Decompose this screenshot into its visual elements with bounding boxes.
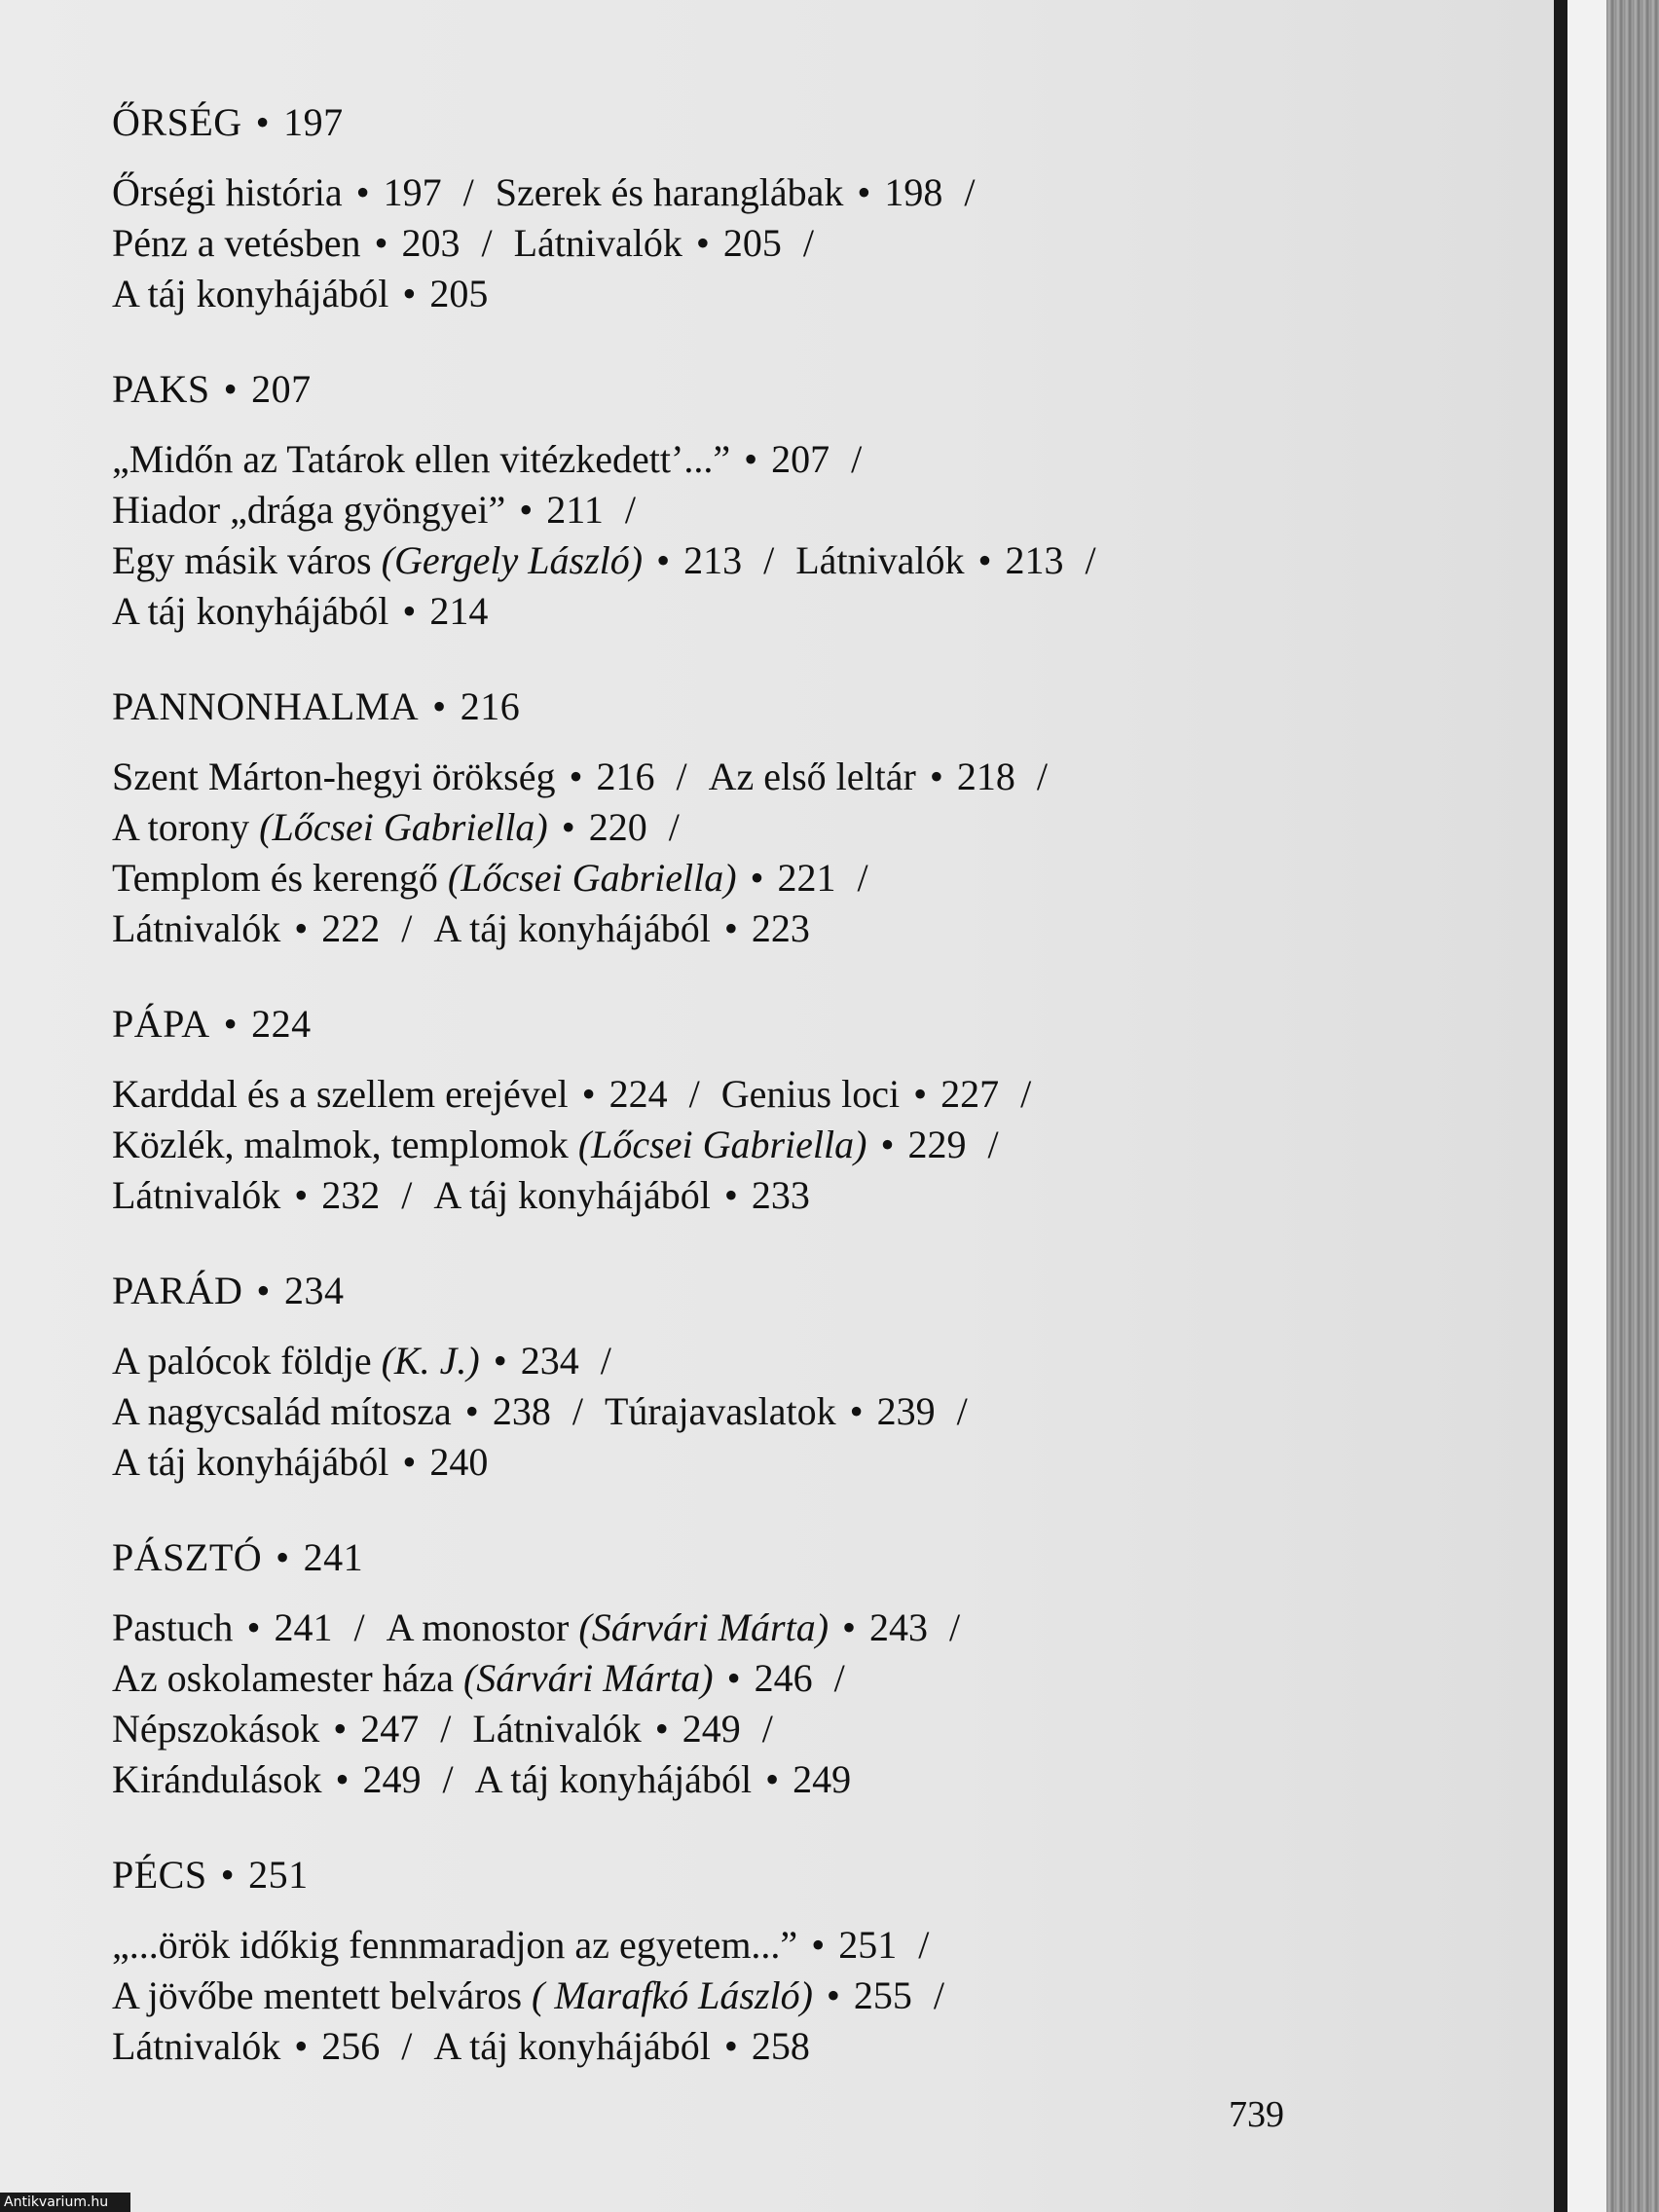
slash-separator: / [442,1757,454,1801]
section-page: 241 [303,1535,364,1579]
entry-title: A jövőbe mentett belváros [112,1973,523,2017]
page-stack [1606,0,1659,2212]
slash-separator: / [857,856,868,900]
bullet-separator: • [695,221,710,265]
slash-separator: / [624,488,636,532]
section-heading [112,682,1494,732]
bullet-separator: • [929,755,943,798]
entry-title: A táj konyhájából [112,589,389,633]
toc-line [112,1386,1494,1437]
section-title: ŐRSÉG [112,100,242,144]
bullet-separator: • [581,1072,596,1116]
toc-line [112,535,1494,586]
slash-separator: / [918,1923,930,1967]
entry-title: „Midőn az Tatárok ellen vitézkedett’...” [112,437,731,481]
slash-separator: / [668,805,680,849]
entry-title: A táj konyhájából [112,272,389,315]
slash-separator: / [353,1605,365,1649]
entry-title: Látnivalók [112,1173,281,1217]
toc-line [112,1437,1494,1488]
entry-author: (K. J.) [381,1339,480,1382]
entry-page: 241 [274,1605,333,1649]
entry-title: Hiador „drága gyöngyei” [112,488,506,532]
bullet-separator: • [561,805,575,849]
toc-line [112,802,1494,853]
section-title: PARÁD [112,1269,243,1312]
toc-line [112,1120,1494,1170]
toc-line [112,1704,1494,1754]
bullet-separator: • [654,1707,669,1751]
section-title: PÉCS [112,1853,207,1897]
entry-page: 198 [884,170,943,214]
slash-separator: / [761,1707,773,1751]
entry-page: 207 [771,437,830,481]
bullet-separator: • [294,2024,309,2068]
toc-line [112,586,1494,637]
entry-title: A táj konyhájából [433,2024,711,2068]
toc-line [112,903,1494,954]
entry-page: 222 [321,906,381,950]
entry-page: 205 [429,272,489,315]
entry-title: Pénz a vetésben [112,221,361,265]
bullet-separator: • [402,589,417,633]
section-page: 251 [248,1853,309,1897]
bullet-separator: • [355,170,370,214]
entry-page: 205 [722,221,782,265]
section-heading [112,97,1494,148]
entry-page: 220 [588,805,647,849]
entry-title: Templom és kerengő [112,856,438,900]
section-heading [112,999,1494,1050]
entry-page: 213 [1005,538,1064,582]
entry-title: A táj konyhájából [433,906,711,950]
bullet-separator: • [750,856,764,900]
section-title: PÁSZTÓ [112,1535,263,1579]
entry-page: 203 [401,221,461,265]
entry-page: 211 [546,488,604,532]
book-spine [1554,0,1567,2212]
bullet-separator: • [723,1173,738,1217]
toc-line [112,269,1494,319]
entry-title: A palócok földje [112,1339,372,1382]
toc-line [112,2021,1494,2072]
slash-separator: / [1085,538,1096,582]
entry-author: (Gergely László) [381,538,644,582]
bullet-separator: • [432,684,447,728]
slash-separator: / [676,755,687,798]
entry-page: 224 [608,1072,668,1116]
bullet-separator: • [464,1389,479,1433]
entry-title: Kirándulások [112,1757,322,1801]
entry-page: 229 [907,1123,967,1166]
bullet-separator: • [656,538,671,582]
entry-page: 249 [362,1757,422,1801]
entry-page: 233 [751,1173,810,1217]
entry-title: A táj konyhájából [433,1173,711,1217]
slash-separator: / [401,1173,413,1217]
slash-separator: / [964,170,976,214]
section-heading [112,1266,1494,1316]
entry-title: A monostor [386,1605,570,1649]
bullet-separator: • [223,367,239,411]
entry-title: Látnivalók [795,538,965,582]
bullet-separator: • [765,1757,780,1801]
toc-line [112,1754,1494,1805]
toc-section [112,1266,1494,1488]
entry-page: 214 [429,589,489,633]
bullet-separator: • [857,170,871,214]
toc-line [112,853,1494,903]
toc-line [112,485,1494,535]
toc-line [112,434,1494,485]
section-title: PANNONHALMA [112,684,420,728]
entry-title: A nagycsalád mítosza [112,1389,452,1433]
slash-separator: / [600,1339,611,1382]
entry-page: 232 [321,1173,381,1217]
entry-page: 221 [777,856,836,900]
toc-section [112,1532,1494,1805]
entry-page: 234 [520,1339,579,1382]
entry-page: 227 [940,1072,1000,1116]
bullet-separator: • [569,755,583,798]
page-number: 739 [1229,2094,1284,2135]
slash-separator: / [933,1973,945,2017]
bullet-separator: • [493,1339,507,1382]
bullet-separator: • [723,906,738,950]
entry-page: 258 [751,2024,810,2068]
entry-title: Népszokások [112,1707,320,1751]
bullet-separator: • [256,1269,271,1312]
bullet-separator: • [744,437,758,481]
slash-separator: / [571,1389,583,1433]
entry-title: Szerek és haranglábak [495,170,844,214]
toc-section [112,682,1494,954]
slash-separator: / [987,1123,999,1166]
slash-separator: / [440,1707,452,1751]
slash-separator: / [481,221,493,265]
entry-title: Túrajavaslatok [604,1389,836,1433]
entry-page: 240 [429,1440,489,1484]
entry-title: A torony [112,805,250,849]
entry-page: 238 [492,1389,551,1433]
slash-separator: / [688,1072,700,1116]
bullet-separator: • [402,272,417,315]
toc-line [112,167,1494,218]
entry-title: Pastuch [112,1605,234,1649]
entry-title: „...örök időkig fennmaradjon az egyetem...” [112,1923,798,1967]
entry-author: (Lőcsei Gabriella) [447,856,737,900]
slash-separator: / [763,538,775,582]
entry-author: (Sárvári Márta) [578,1605,830,1649]
entry-title: Látnivalók [112,2024,281,2068]
slash-separator: / [833,1656,845,1700]
slash-separator: / [949,1605,961,1649]
toc-line [112,1336,1494,1386]
entry-page: 239 [876,1389,936,1433]
slash-separator: / [802,221,815,265]
bullet-separator: • [913,1072,928,1116]
bullet-separator: • [723,2024,738,2068]
section-page: 224 [251,1002,312,1046]
entry-title: Egy másik város [112,538,372,582]
bullet-separator: • [826,1973,840,2017]
entry-page: 197 [383,170,442,214]
entry-page: 223 [751,906,810,950]
entry-author: ( Marafkó László) [532,1973,813,2017]
bullet-separator: • [246,1605,261,1649]
entry-title: Látnivalók [112,906,281,950]
slash-separator: / [401,2024,413,2068]
table-of-contents [112,97,1494,2117]
entry-page: 256 [321,2024,381,2068]
slash-separator: / [1020,1072,1032,1116]
bullet-separator: • [726,1656,741,1700]
toc-section [112,999,1494,1221]
toc-section [112,364,1494,637]
toc-line [112,1653,1494,1704]
slash-separator: / [1036,755,1048,798]
entry-title: Szent Márton-hegyi örökség [112,755,556,798]
toc-line [112,218,1494,269]
watermark: Antikvarium.hu [0,2193,130,2212]
section-page: 207 [251,367,312,411]
entry-title: Genius loci [720,1072,901,1116]
toc-section [112,1850,1494,2072]
toc-section [112,97,1494,319]
entry-author: (Lőcsei Gabriella) [577,1123,867,1166]
entry-title: A táj konyhájából [112,1440,389,1484]
entry-title: Az első leltár [708,755,916,798]
bullet-separator: • [220,1853,236,1897]
entry-page: 213 [683,538,743,582]
bullet-separator: • [849,1389,864,1433]
entry-author: (Sárvári Márta) [462,1656,714,1700]
entry-title: Közlék, malmok, templomok [112,1123,569,1166]
toc-line [112,1971,1494,2021]
bullet-separator: • [335,1757,350,1801]
slash-separator: / [851,437,863,481]
toc-line [112,1920,1494,1971]
entry-page: 218 [956,755,1015,798]
entry-page: 251 [838,1923,898,1967]
entry-title: Látnivalók [472,1707,642,1751]
entry-page: 249 [682,1707,741,1751]
bullet-separator: • [880,1123,895,1166]
bullet-separator: • [276,1535,290,1579]
toc-line [112,1069,1494,1120]
section-heading [112,1850,1494,1900]
bullet-separator: • [977,538,992,582]
entry-page: 247 [360,1707,420,1751]
section-title: PAKS [112,367,210,411]
bullet-separator: • [333,1707,348,1751]
entry-page: 246 [754,1656,813,1700]
page-edge [1567,0,1606,2212]
bullet-separator: • [255,100,271,144]
toc-line [112,752,1494,802]
bullet-separator: • [842,1605,857,1649]
section-page: 234 [283,1269,345,1312]
entry-page: 243 [869,1605,929,1649]
bullet-separator: • [294,906,309,950]
entry-author: (Lőcsei Gabriella) [259,805,548,849]
bullet-separator: • [811,1923,826,1967]
entry-page: 216 [596,755,655,798]
slash-separator: / [462,170,474,214]
bullet-separator: • [374,221,388,265]
entry-title: A táj konyhájából [474,1757,753,1801]
toc-line [112,1170,1494,1221]
entry-title: Karddal és a szellem erejével [112,1072,569,1116]
toc-line [112,1603,1494,1653]
bullet-separator: • [294,1173,309,1217]
entry-title: Látnivalók [513,221,682,265]
entry-page: 255 [853,1973,912,2017]
bullet-separator: • [223,1002,239,1046]
slash-separator: / [956,1389,968,1433]
bullet-separator: • [402,1440,417,1484]
slash-separator: / [401,906,413,950]
bullet-separator: • [519,488,534,532]
section-page: 216 [460,684,521,728]
section-page: 197 [283,100,344,144]
entry-title: Őrségi história [112,170,343,214]
section-title: PÁPA [112,1002,210,1046]
section-heading [112,364,1494,415]
entry-title: Az oskolamester háza [112,1656,454,1700]
entry-page: 249 [793,1757,852,1801]
section-heading [112,1532,1494,1583]
